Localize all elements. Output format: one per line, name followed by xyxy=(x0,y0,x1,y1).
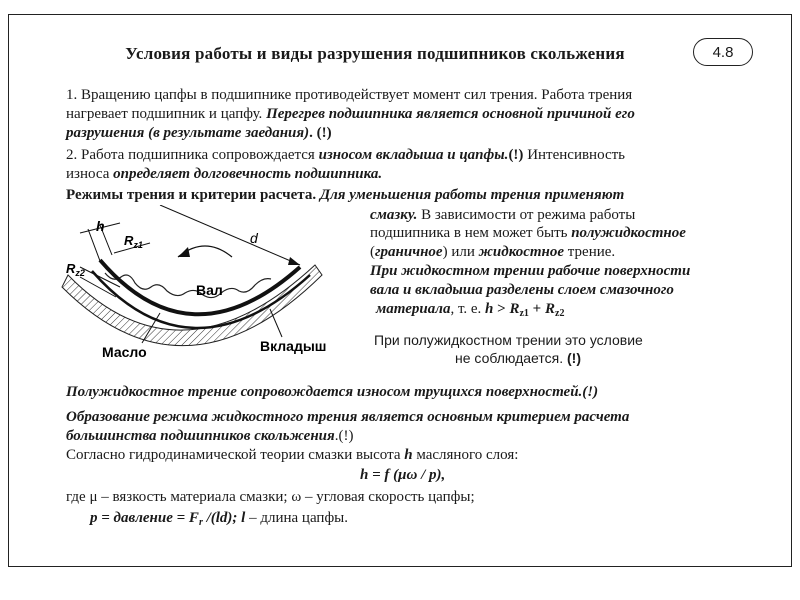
modes-line7-condition: материала, т. е. $h > R_{z1} + R_{z2}$ xyxy=(376,301,565,319)
modes-line5: При жидкостном трении рабочие поверхности xyxy=(370,263,691,279)
theory-line: Согласно гидродинамической теории смазки высота h масляного слоя: xyxy=(66,447,519,463)
label-rz1: $R_{z1}$ xyxy=(124,233,143,250)
modes-line9: не соблюдается. (!) xyxy=(455,350,581,366)
p2-line1: 2. Работа подшипника сопровождается износом вкладыша и цапфы.(!) Интенсивность xyxy=(66,147,626,163)
criterion-line1: Образование режима жидкостного трения является основным критерием расчета xyxy=(66,409,630,425)
p1-line2: нагревает подшипник и цапфу. Перегрев подшипника является основной причиной его xyxy=(66,106,635,122)
modes-line4: (граничное) или жидкостное трение. xyxy=(370,244,616,260)
label-liner: Вкладыш xyxy=(260,338,327,354)
pressure-line: p = давление = $F_r$ /(ld); l – длина цапфы. xyxy=(90,510,348,528)
diameter-arrowhead xyxy=(288,257,300,265)
formula-h: h = f (μω / p), xyxy=(360,467,446,483)
slide-number-badge: 4.8 xyxy=(693,38,753,66)
p1-line1: 1. Вращению цапфы в подшипнике противодействует момент сил трения. Работа трения xyxy=(66,87,633,103)
rotation-arrowhead xyxy=(178,247,190,257)
criterion-line2: большинства подшипников скольжения.(!) xyxy=(66,428,354,444)
modes-line6: вала и вкладыша разделены слоем смазочного xyxy=(370,282,674,298)
modes-heading: Режимы трения и критерии расчета. Для уменьшения работы трения применяют xyxy=(66,187,625,203)
label-rz2: $R_{z2}$ xyxy=(66,261,85,278)
modes-line3: подшипника в нем может быть полужидкостное xyxy=(370,225,686,241)
label-d: d xyxy=(250,230,258,246)
label-shaft: Вал xyxy=(196,282,223,298)
label-h: h xyxy=(96,218,105,234)
oil-film xyxy=(105,273,271,298)
p1-line3: разрушения (в результате заедания). (!) xyxy=(66,125,332,141)
bearing-diagram xyxy=(60,205,350,370)
label-oil: Масло xyxy=(102,344,147,360)
modes-line2: смазку. В зависимости от режима работы xyxy=(370,207,636,223)
p2-line2: износа определяет долговечность подшипника. xyxy=(66,166,383,182)
slide-title: Условия работы и виды разрушения подшипников скольжения xyxy=(125,44,625,63)
where-line: где μ – вязкость материала смазки; ω – угловая скорость цапфы; xyxy=(66,489,475,505)
wear-statement: Полужидкостное трение сопровождается износом трущихся поверхностей.(!) xyxy=(66,384,599,400)
modes-line8: При полужидкостном трении это условие xyxy=(374,332,643,348)
